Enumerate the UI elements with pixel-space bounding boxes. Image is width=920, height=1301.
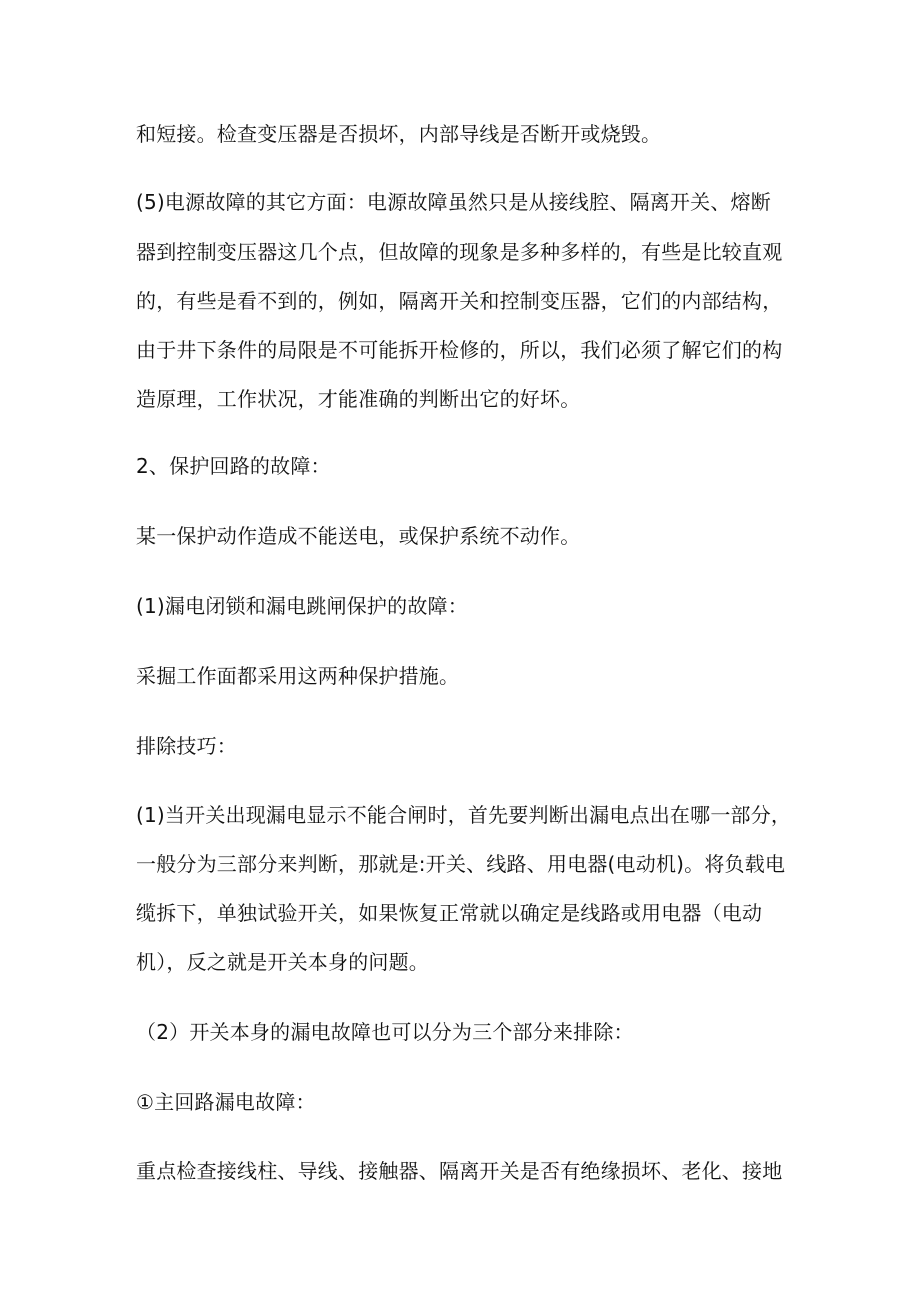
text-line-8: 某一保护动作造成不能送电，或保护系统不动作。 <box>136 524 581 548</box>
text-line-12: (1)当开关出现漏电显示不能合闸时，首先要判断出漏电点出在哪一部分， <box>136 803 792 827</box>
text-line-13: 一般分为三部分来判断，那就是:开关、线路、用电器(电动机)。将负载电 <box>136 852 786 876</box>
text-line-16: （2）开关本身的漏电故障也可以分为三个部分来排除： <box>136 1020 634 1044</box>
subsection-heading: (1)漏电闭锁和漏电跳闸保护的故障： <box>136 594 468 618</box>
text-line-14: 缆拆下，单独试验开关，如果恢复正常就以确定是线路或用电器（电动 <box>136 901 763 925</box>
text-line-10: 采掘工作面都采用这两种保护措施。 <box>136 664 460 688</box>
text-line-1: 和短接。检查变压器是否损坏，内部导线是否断开或烧毁。 <box>136 122 662 146</box>
text-line-3: 器到控制变压器这几个点，但故障的现象是多种多样的，有些是比较直观 <box>136 240 783 264</box>
text-line-2: (5)电源故障的其它方面：电源故障虽然只是从接线腔、隔离开关、熔断 <box>136 190 771 214</box>
section-heading: 2、保护回路的故障： <box>136 454 331 478</box>
text-line-18: 重点检查接线柱、导线、接触器、隔离开关是否有绝缘损坏、老化、接地 <box>136 1159 783 1183</box>
text-line-17: ①主回路漏电故障： <box>136 1090 316 1114</box>
text-line-15: 机），反之就是开关本身的问题。 <box>136 950 429 974</box>
text-line-6: 造原理，工作状况，才能准确的判断出它的好坏。 <box>136 387 581 411</box>
text-line-5: 由于井下条件的局限是不可能拆开检修的，所以，我们必须了解它们的构 <box>136 338 783 362</box>
text-line-4: 的，有些是看不到的，例如，隔离开关和控制变压器，它们的内部结构， <box>136 289 783 313</box>
text-line-11: 排除技巧： <box>136 734 237 758</box>
